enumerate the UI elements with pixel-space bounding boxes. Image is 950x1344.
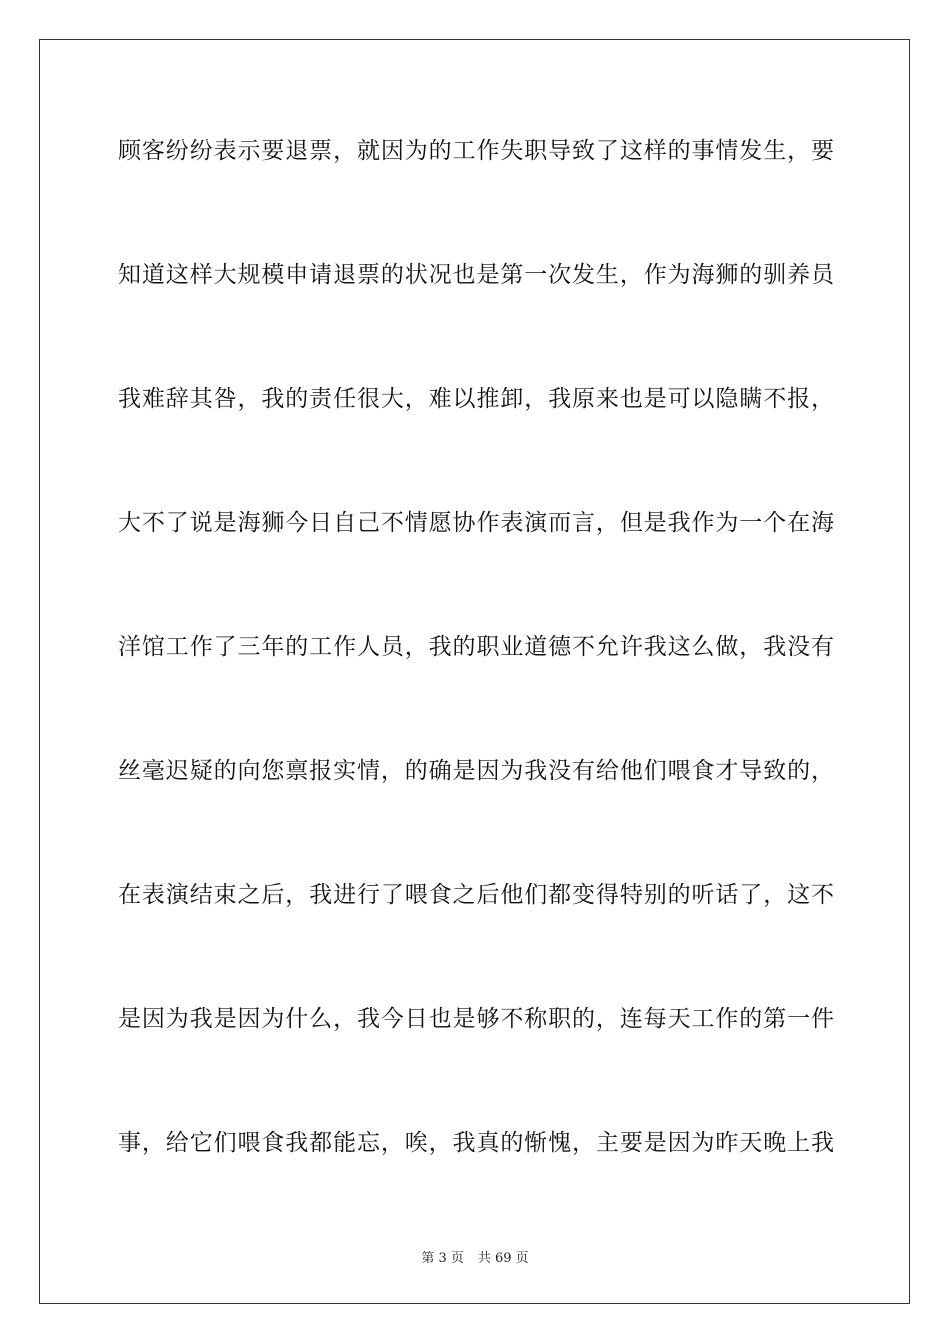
paragraph-line-4: 大不了说是海狮今日自己不情愿协作表演而言，但是我作为一个在海 <box>118 510 834 536</box>
page-number: 第 3 页 <box>421 1251 464 1266</box>
paragraph-line-5: 洋馆工作了三年的工作人员，我的职业道德不允许我这么做，我没有 <box>118 634 834 660</box>
page-border <box>39 39 910 1304</box>
paragraph-line-3: 我难辞其咎，我的责任很大，难以推卸，我原来也是可以隐瞒不报， <box>118 386 834 412</box>
page-footer <box>0 1247 950 1266</box>
total-pages: 共 69 页 <box>477 1251 529 1266</box>
paragraph-line-9: 事，给它们喂食我都能忘，唉，我真的惭愧，主要是因为昨天晚上我 <box>118 1130 834 1156</box>
paragraph-line-8: 是因为我是因为什么，我今日也是够不称职的，连每天工作的第一件 <box>118 1006 834 1032</box>
paragraph-line-7: 在表演结束之后，我进行了喂食之后他们都变得特别的听话了，这不 <box>118 882 834 908</box>
paragraph-line-2: 知道这样大规模申请退票的状况也是第一次发生，作为海狮的驯养员 <box>118 262 834 288</box>
paragraph-line-6: 丝毫迟疑的向您禀报实情，的确是因为我没有给他们喂食才导致的， <box>118 758 834 784</box>
paragraph-line-1: 顾客纷纷表示要退票，就因为的工作失职导致了这样的事情发生，要 <box>118 138 834 164</box>
